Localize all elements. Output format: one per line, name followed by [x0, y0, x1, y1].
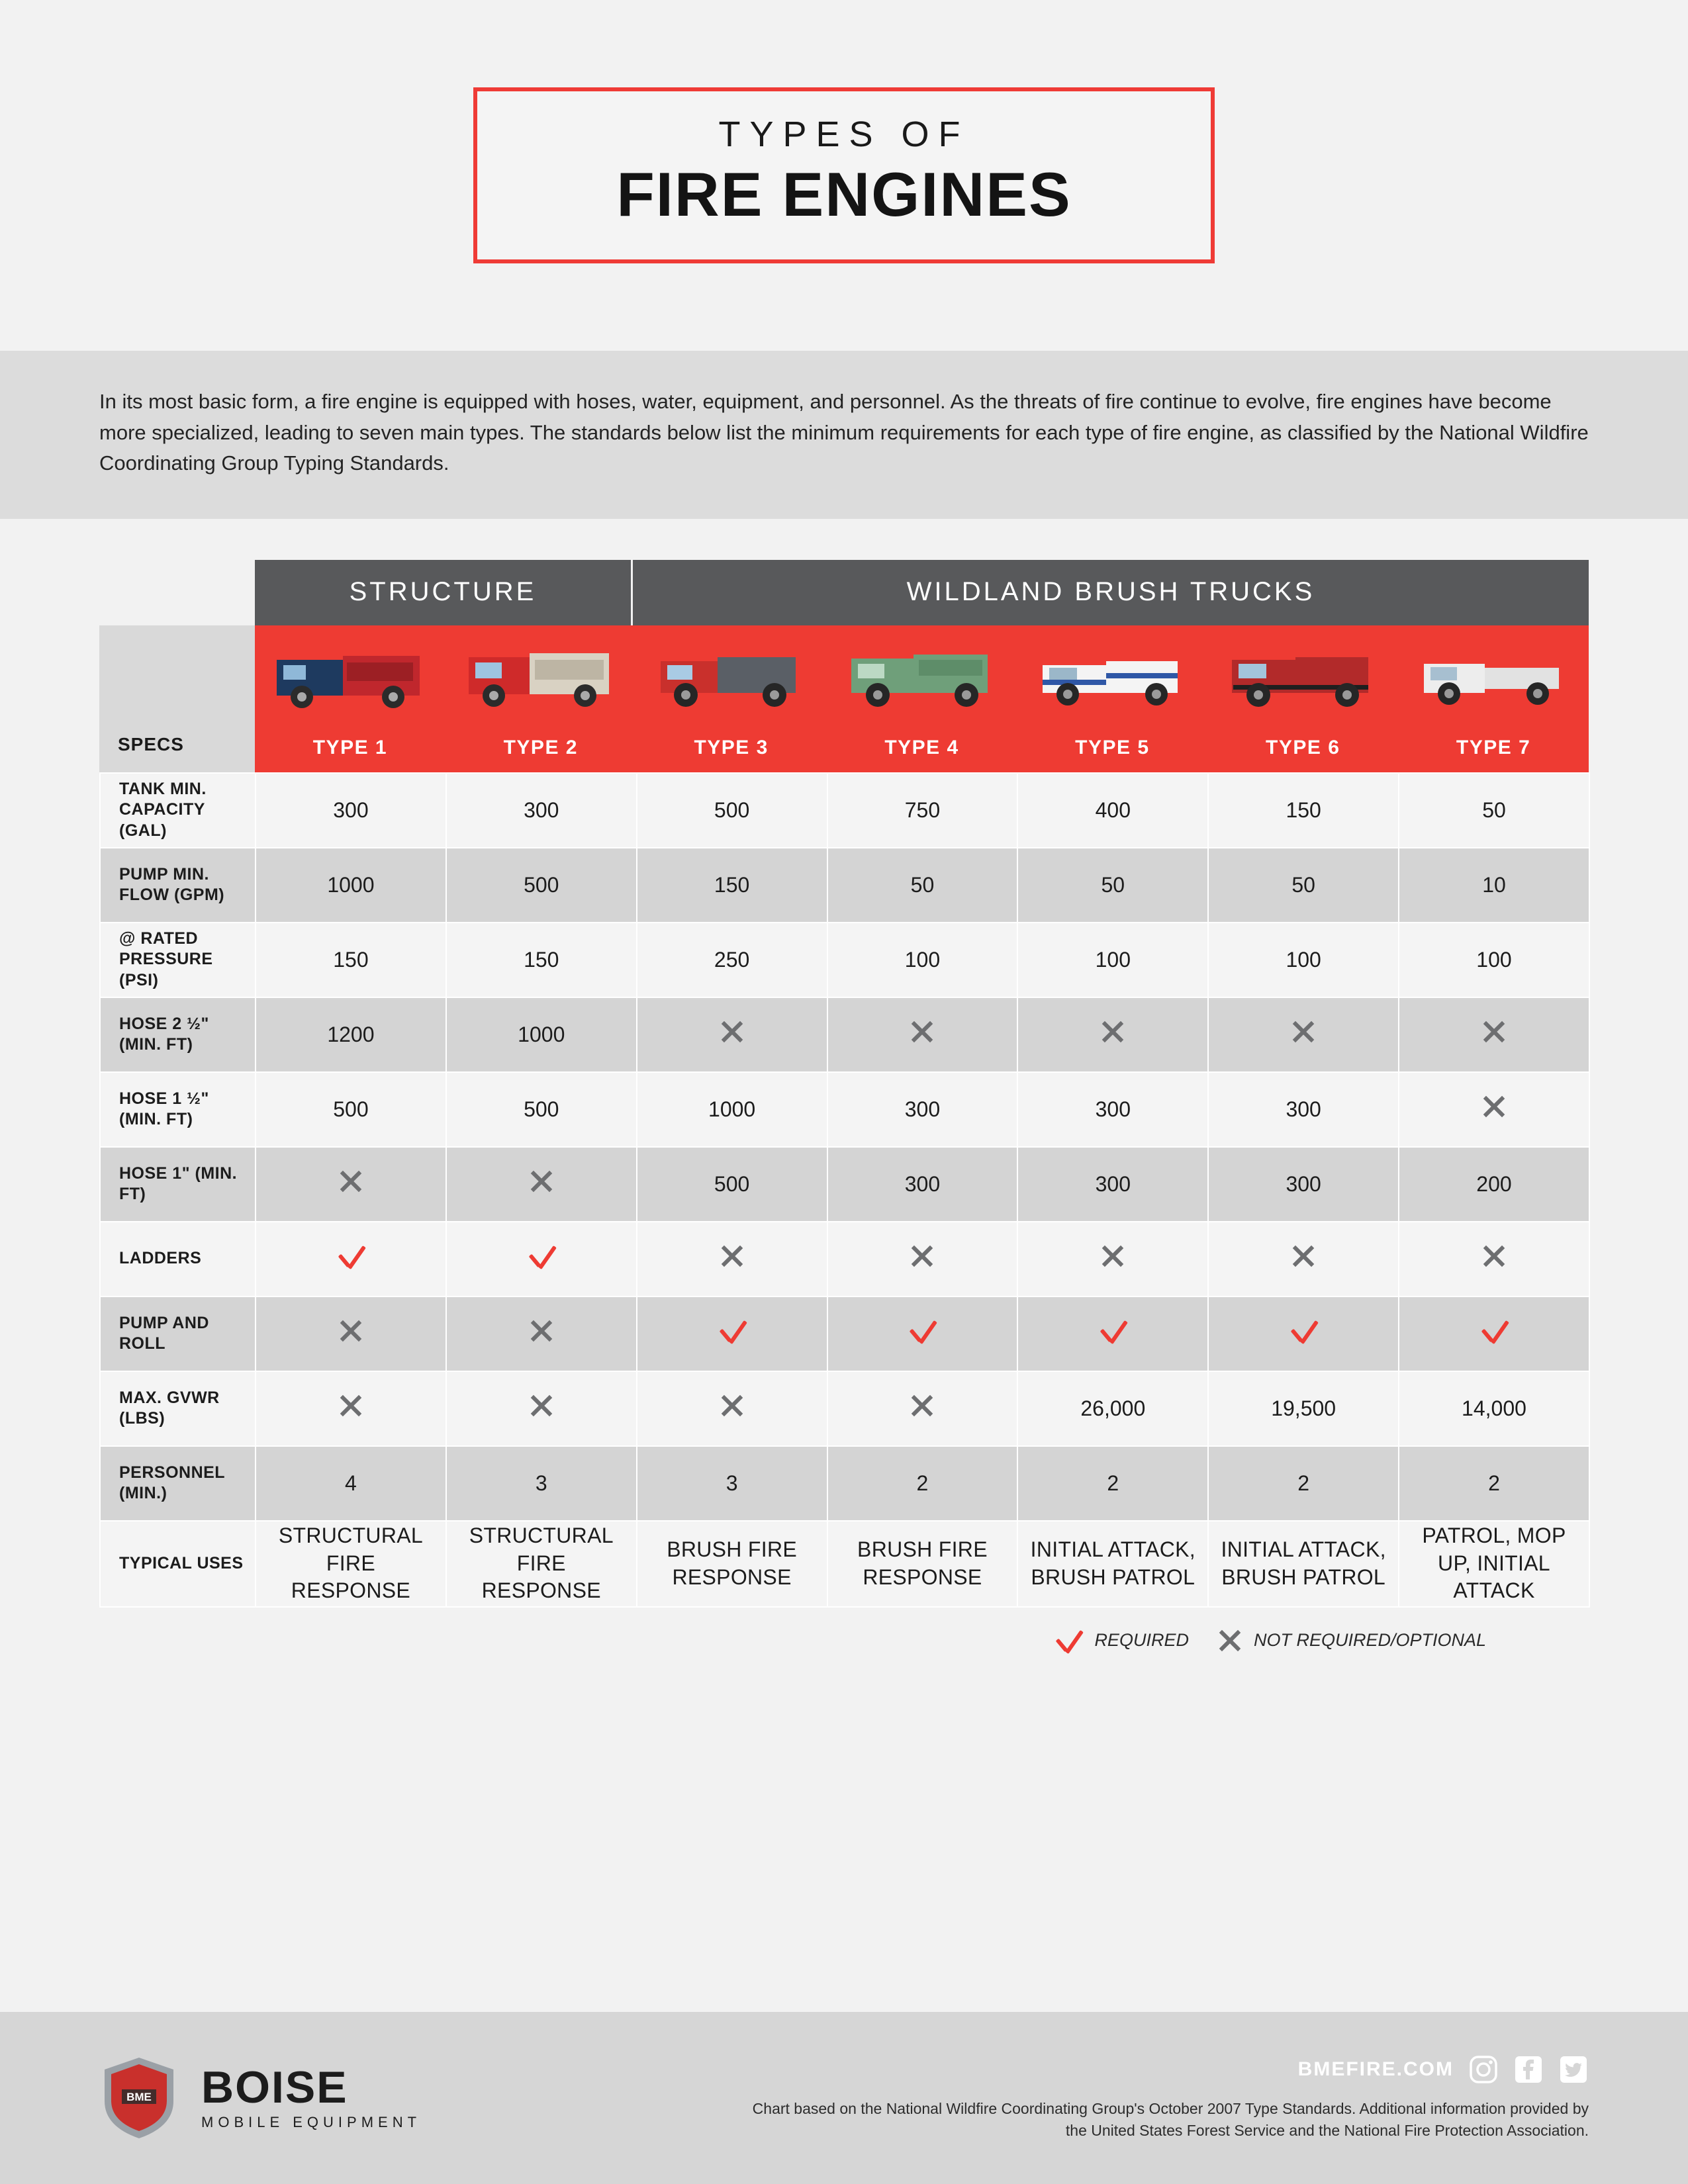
brand-lockup	[99, 2055, 421, 2141]
cell-r11-c2: STRUCTURAL FIRE RESPONSE	[446, 1521, 637, 1607]
table-row	[100, 848, 1589, 923]
cell-r1-c7: 50	[1399, 773, 1589, 848]
social-row	[728, 2054, 1589, 2085]
group-header-row	[255, 560, 1589, 625]
instagram-icon[interactable]	[1468, 2054, 1499, 2085]
twitter-icon[interactable]	[1558, 2054, 1589, 2085]
cell-r6-c2	[446, 1147, 637, 1222]
cell-r8-c4	[827, 1297, 1018, 1371]
x-icon	[528, 1392, 555, 1419]
brand-tagline: MOBILE EQUIPMENT	[201, 2114, 422, 2130]
row-label: PERSONNEL (MIN.)	[100, 1446, 256, 1521]
truck-cell-type-3	[636, 625, 827, 772]
legend-required-label: REQUIRED	[1094, 1630, 1189, 1650]
truck-cell-type-5	[1017, 625, 1207, 772]
row-label: LADDERS	[100, 1222, 256, 1297]
x-icon	[909, 1243, 935, 1269]
cell-r4-c7	[1399, 997, 1589, 1072]
cell-r4-c5	[1017, 997, 1208, 1072]
check-icon	[1098, 1318, 1128, 1344]
footer	[0, 2012, 1688, 2184]
row-label: TYPICAL USES	[100, 1521, 256, 1607]
cell-r10-c6: 2	[1208, 1446, 1399, 1521]
cell-r3-c7: 100	[1399, 923, 1589, 997]
cell-r7-c7	[1399, 1222, 1589, 1297]
x-icon	[1290, 1019, 1317, 1045]
cell-r3-c4: 100	[827, 923, 1018, 997]
cell-r2-c3: 150	[637, 848, 827, 923]
x-icon	[1100, 1019, 1126, 1045]
cell-r2-c5: 50	[1017, 848, 1208, 923]
cell-r7-c2	[446, 1222, 637, 1297]
specs-table	[99, 772, 1590, 1608]
cell-r1-c1: 300	[256, 773, 446, 848]
table-row	[100, 997, 1589, 1072]
cell-r11-c5: INITIAL ATTACK, BRUSH PATROL	[1017, 1521, 1208, 1607]
cell-r1-c5: 400	[1017, 773, 1208, 848]
cell-r11-c4: BRUSH FIRE RESPONSE	[827, 1521, 1018, 1607]
cell-r8-c1	[256, 1297, 446, 1371]
cell-r10-c2: 3	[446, 1446, 637, 1521]
table-row	[100, 1147, 1589, 1222]
cell-r10-c1: 4	[256, 1446, 446, 1521]
specs-corner-cell	[99, 625, 255, 772]
cell-r3-c1: 150	[256, 923, 446, 997]
x-icon	[719, 1019, 745, 1045]
cell-r8-c7	[1399, 1297, 1589, 1371]
cell-r7-c5	[1017, 1222, 1208, 1297]
cell-r2-c6: 50	[1208, 848, 1399, 923]
x-icon	[338, 1318, 364, 1344]
truck-cell-type-6	[1207, 625, 1398, 772]
table-row	[100, 773, 1589, 848]
column-header-type-4: TYPE 4	[884, 736, 959, 758]
cell-r3-c3: 250	[637, 923, 827, 997]
x-icon	[338, 1392, 364, 1419]
cell-r7-c3	[637, 1222, 827, 1297]
x-icon	[1290, 1243, 1317, 1269]
brand-name: BOISE	[201, 2062, 348, 2113]
check-icon	[1479, 1318, 1509, 1344]
truck-image-type-6	[1220, 631, 1385, 717]
row-label: MAX. GVWR (LBS)	[100, 1371, 256, 1446]
check-icon	[1053, 1627, 1084, 1654]
truck-cell-type-7	[1398, 625, 1589, 772]
cell-r3-c6: 100	[1208, 923, 1399, 997]
facebook-icon[interactable]	[1513, 2054, 1544, 2085]
table-row	[100, 1297, 1589, 1371]
truck-image-type-5	[1029, 631, 1195, 717]
column-header-type-5: TYPE 5	[1075, 736, 1150, 758]
cell-r7-c4	[827, 1222, 1018, 1297]
cell-r5-c3: 1000	[637, 1072, 827, 1147]
x-icon	[1481, 1019, 1507, 1045]
title-box	[473, 87, 1215, 263]
check-icon	[336, 1243, 366, 1269]
cell-r9-c2	[446, 1371, 637, 1446]
table-row	[100, 923, 1589, 997]
column-header-type-2: TYPE 2	[503, 736, 578, 758]
cell-r5-c7	[1399, 1072, 1589, 1147]
footer-note: Chart based on the National Wildfire Coordinating Group's October 2007 Type Standards. Additional information provided by the United States Forest Service and the National Fire Protection Association.	[752, 2099, 1589, 2139]
cell-r8-c5	[1017, 1297, 1208, 1371]
cell-r10-c4: 2	[827, 1446, 1018, 1521]
cell-r1-c3: 500	[637, 773, 827, 848]
table-row	[100, 1072, 1589, 1147]
cell-r9-c7: 14,000	[1399, 1371, 1589, 1446]
truck-image-type-7	[1411, 631, 1576, 717]
cell-r9-c5: 26,000	[1017, 1371, 1208, 1446]
cell-r8-c3	[637, 1297, 827, 1371]
cell-r8-c6	[1208, 1297, 1399, 1371]
cell-r2-c4: 50	[827, 848, 1018, 923]
row-label: PUMP AND ROLL	[100, 1297, 256, 1371]
cell-r2-c2: 500	[446, 848, 637, 923]
row-label: TANK MIN. CAPACITY (GAL)	[100, 773, 256, 848]
cell-r1-c4: 750	[827, 773, 1018, 848]
cell-r10-c5: 2	[1017, 1446, 1208, 1521]
cell-r10-c7: 2	[1399, 1446, 1589, 1521]
truck-image-type-1	[267, 631, 433, 717]
column-header-type-6: TYPE 6	[1266, 736, 1340, 758]
check-icon	[526, 1243, 557, 1269]
x-icon	[719, 1243, 745, 1269]
row-label: HOSE 1" (MIN. FT)	[100, 1147, 256, 1222]
row-label: HOSE 2 ½" (MIN. FT)	[100, 997, 256, 1072]
truck-image-type-3	[649, 631, 814, 717]
cell-r9-c6: 19,500	[1208, 1371, 1399, 1446]
cell-r6-c4: 300	[827, 1147, 1018, 1222]
legend-not-required	[1217, 1627, 1486, 1654]
cell-r3-c5: 100	[1017, 923, 1208, 997]
cell-r5-c1: 500	[256, 1072, 446, 1147]
specs-table-section	[0, 519, 1688, 1654]
table-row	[100, 1521, 1589, 1607]
cell-r1-c6: 150	[1208, 773, 1399, 848]
table-row	[100, 1371, 1589, 1446]
cell-r6-c7: 200	[1399, 1147, 1589, 1222]
check-icon	[1288, 1318, 1319, 1344]
cell-r5-c4: 300	[827, 1072, 1018, 1147]
cell-r9-c4	[827, 1371, 1018, 1446]
cell-r9-c3	[637, 1371, 827, 1446]
cell-r2-c7: 10	[1399, 848, 1589, 923]
x-icon	[1481, 1093, 1507, 1120]
website-url[interactable]: BMEFIRE.COM	[1297, 2058, 1454, 2080]
x-icon	[909, 1392, 935, 1419]
cell-r4-c3	[637, 997, 827, 1072]
truck-cell-type-2	[445, 625, 636, 772]
cell-r7-c1	[256, 1222, 446, 1297]
cell-r10-c3: 3	[637, 1446, 827, 1521]
cell-r5-c6: 300	[1208, 1072, 1399, 1147]
title-eyebrow: TYPES OF	[718, 114, 970, 154]
title-section	[0, 0, 1688, 351]
cell-r1-c2: 300	[446, 773, 637, 848]
x-icon	[338, 1168, 364, 1195]
truck-cell-type-1	[255, 625, 445, 772]
brand-text	[201, 2062, 422, 2131]
group-header-structure: STRUCTURE	[255, 560, 633, 625]
cell-r4-c2: 1000	[446, 997, 637, 1072]
legend-not-required-label: NOT REQUIRED/OPTIONAL	[1253, 1630, 1486, 1650]
cell-r8-c2	[446, 1297, 637, 1371]
cell-r6-c3: 500	[637, 1147, 827, 1222]
cell-r7-c6	[1208, 1222, 1399, 1297]
specs-label: SPECS	[118, 733, 184, 754]
x-icon	[528, 1318, 555, 1344]
shield-icon	[99, 2055, 179, 2141]
cell-r3-c2: 150	[446, 923, 637, 997]
truck-photo-row	[99, 625, 1589, 772]
cell-r11-c3: BRUSH FIRE RESPONSE	[637, 1521, 827, 1607]
cell-r5-c5: 300	[1017, 1072, 1208, 1147]
group-header-wildland: WILDLAND BRUSH TRUCKS	[633, 560, 1589, 625]
truck-image-type-2	[458, 631, 624, 717]
legend	[99, 1608, 1589, 1654]
intro-text: In its most basic form, a fire engine is equipped with hoses, water, equipment, and personnel. As the threats of fire continue to evolve, fire engines have become more specialized, leading to seven main types. The standards below list the minimum requirements for each type of fire engine, as classified by the National Wildfire Coordinating Group Typing Standards.	[99, 390, 1589, 475]
row-label: PUMP MIN. FLOW (GPM)	[100, 848, 256, 923]
cell-r5-c2: 500	[446, 1072, 637, 1147]
page-title: FIRE ENGINES	[616, 159, 1072, 229]
truck-cell-type-4	[827, 625, 1017, 772]
cell-r4-c1: 1200	[256, 997, 446, 1072]
truck-image-type-4	[839, 631, 1005, 717]
column-header-type-3: TYPE 3	[694, 736, 769, 758]
cell-r6-c5: 300	[1017, 1147, 1208, 1222]
x-icon	[1100, 1243, 1126, 1269]
cell-r11-c7: PATROL, MOP UP, INITIAL ATTACK	[1399, 1521, 1589, 1607]
column-header-type-1: TYPE 1	[312, 736, 388, 758]
x-icon	[1217, 1627, 1243, 1654]
svg-text:BME: BME	[126, 2091, 152, 2103]
row-label: @ RATED PRESSURE (PSI)	[100, 923, 256, 997]
column-header-type-7: TYPE 7	[1456, 736, 1531, 758]
truck-photo-band	[255, 625, 1589, 772]
x-icon	[528, 1168, 555, 1195]
row-label: HOSE 1 ½" (MIN. FT)	[100, 1072, 256, 1147]
cell-r9-c1	[256, 1371, 446, 1446]
table-row	[100, 1446, 1589, 1521]
cell-r6-c1	[256, 1147, 446, 1222]
check-icon	[717, 1318, 747, 1344]
legend-required	[1053, 1627, 1189, 1654]
check-icon	[907, 1318, 937, 1344]
intro-section	[0, 351, 1688, 519]
x-icon	[719, 1392, 745, 1419]
x-icon	[1481, 1243, 1507, 1269]
footer-right	[728, 2054, 1589, 2142]
cell-r2-c1: 1000	[256, 848, 446, 923]
cell-r6-c6: 300	[1208, 1147, 1399, 1222]
cell-r4-c4	[827, 997, 1018, 1072]
x-icon	[909, 1019, 935, 1045]
cell-r11-c1: STRUCTURAL FIRE RESPONSE	[256, 1521, 446, 1607]
cell-r4-c6	[1208, 997, 1399, 1072]
cell-r11-c6: INITIAL ATTACK, BRUSH PATROL	[1208, 1521, 1399, 1607]
bme-shield-logo	[99, 2055, 179, 2141]
table-row	[100, 1222, 1589, 1297]
